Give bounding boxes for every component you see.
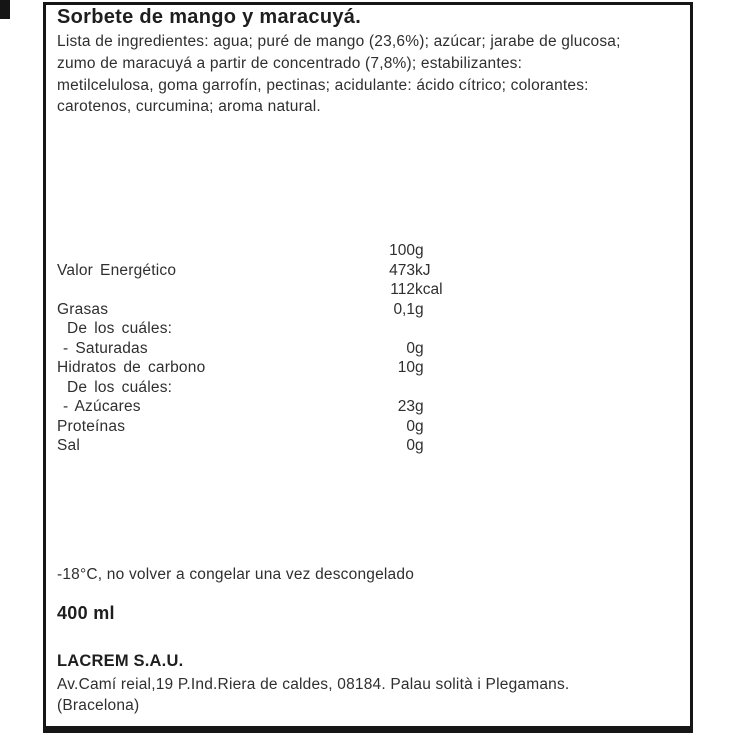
nutrition-value: 0 g [406, 417, 424, 435]
nutrition-value: 112 kcal [390, 281, 443, 298]
table-row [57, 397, 477, 417]
ingredients-line: Lista de ingredientes: agua; puré de mango (23,6%); azúcar; jarabe de glucosa; [57, 33, 621, 50]
company-name: LACREM S.A.U. [57, 652, 184, 670]
nutrition-label: De los cuáles: [67, 378, 173, 396]
nutrition-value: 23 g [397, 398, 424, 415]
company-address-city: (Bracelona) [57, 697, 140, 714]
nutrition-table [57, 241, 477, 456]
table-row [57, 417, 477, 437]
nutrition-value: 10 g [397, 359, 424, 376]
nutrition-value: 0,1 g [393, 300, 424, 318]
nutrition-header-row [57, 241, 477, 261]
nutrition-label: - Azúcares [63, 398, 141, 415]
ingredients-line: carotenos, curcumina; aroma natural. [57, 98, 321, 116]
table-row [57, 358, 477, 378]
scan-artifact-mark [0, 0, 10, 19]
nutrition-value: 0 g [406, 339, 424, 357]
nutrition-value: 100 g [389, 242, 424, 259]
company-address: Av.Camí reial,19 P.Ind.Riera de caldes, 08184. Palau solità i Plegamans. [57, 676, 570, 693]
ingredients-list [57, 31, 667, 118]
nutrition-label: Sal [57, 437, 81, 454]
table-row [57, 319, 477, 339]
table-row [57, 436, 477, 456]
nutrition-value: 473 kJ [389, 261, 431, 279]
ingredients-line: metilcelulosa, goma garrofín, pectinas; acidulante: ácido cítrico; colorantes: [57, 76, 589, 94]
nutrition-value: 0 g [406, 437, 424, 454]
product-title: Sorbete de mango y maracuyá. [57, 6, 362, 28]
table-row [57, 339, 477, 359]
nutrition-label: Hidratos de carbono [57, 359, 206, 376]
table-row [57, 300, 477, 320]
nutrition-label: Proteínas [57, 417, 126, 435]
nutrition-label: Valor Energético [57, 261, 177, 279]
nutrition-label: De los cuáles: [67, 320, 173, 337]
nutrition-label: - Saturadas [63, 339, 148, 357]
ingredients-line: zumo de maracuyá a partir de concentrado (7,8%); estabilizantes: [57, 54, 523, 72]
net-volume: 400 ml [57, 603, 115, 623]
storage-instructions: -18°C, no volver a congelar una vez descongelado [57, 566, 415, 583]
table-row [57, 378, 477, 398]
table-row [57, 280, 477, 300]
table-row [57, 261, 477, 281]
nutrition-label: Grasas [57, 300, 109, 318]
